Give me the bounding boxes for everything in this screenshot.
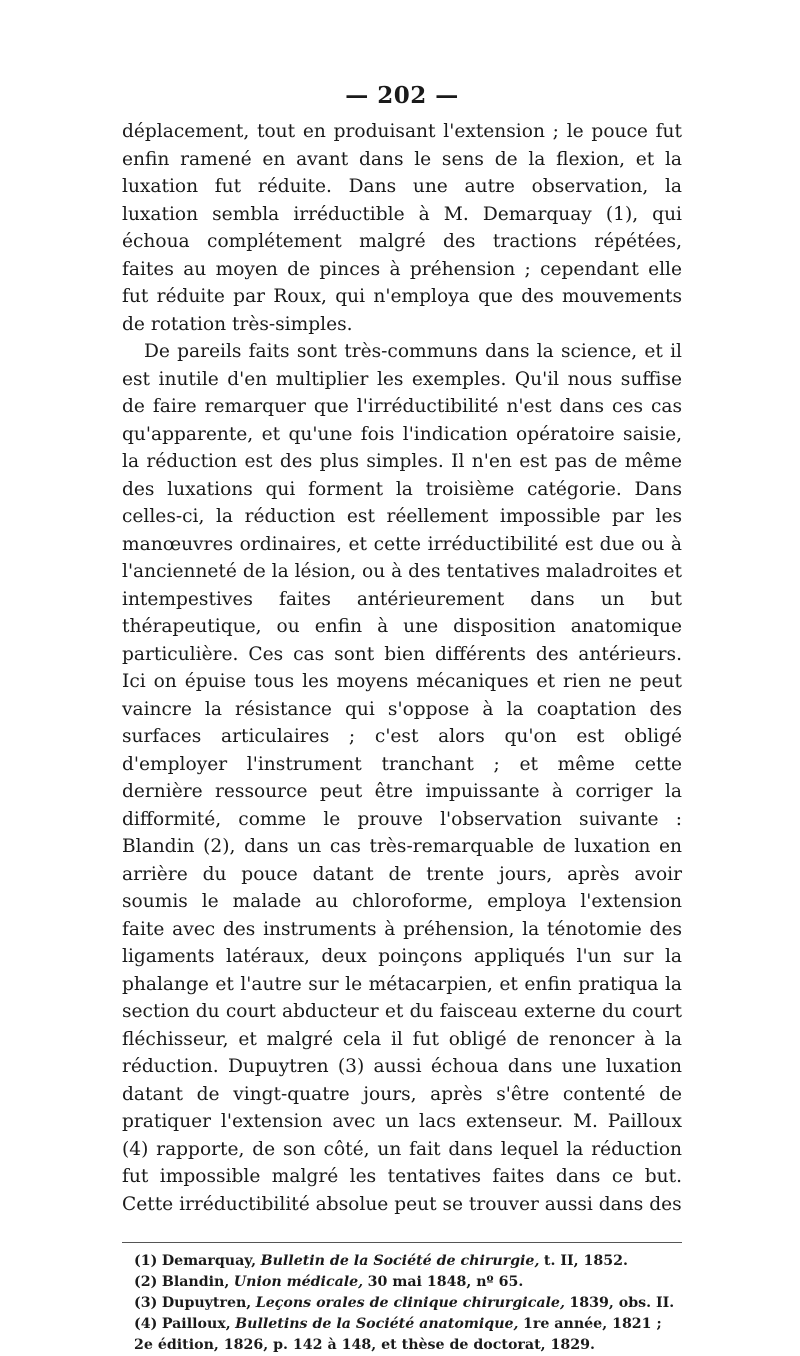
footnote [122, 1293, 682, 1314]
footnote-author: Demarquay, [161, 1253, 257, 1269]
footnote-details: 1re année, 1821 ; 2e édition, 1826, p. 142 à 148, et thèse de doctorat, 1829. [134, 1316, 662, 1353]
footnote-number: (2) [134, 1274, 158, 1290]
page-number: — 202 — [345, 82, 459, 109]
footnote-divider [122, 1242, 682, 1243]
footnote-author: Blandin, [161, 1274, 230, 1290]
body-text [122, 118, 682, 1218]
paragraph: De pareils faits sont très-communs dans la science, et il est inutile d'en multiplier les exemples. Qu'il nous suffise de faire remarquer que l'irréductibilité n'est dans ces cas qu'apparente, et qu'une fois l'indication opératoire saisie, la réduction est des plus simples. Il n'en est pas de même des luxations qui forment la troisième catégorie. Dans celles-ci, la réduction est réellement impossible par les manœuvres ordinaires, et cette irréductibilité est due ou à l'ancienneté de la lésion, ou à des tentatives maladroites et intempestives faites antérieurement dans un but thérapeutique, ou enfin à une disposition anatomique particulière. Ces cas sont bien différents des antérieurs. Ici on épuise tous les moyens mécaniques et rien ne peut vaincre la résistance qui s'oppose à la coaptation des surfaces articulaires ; c'est alors qu'on est obligé d'employer l'instrument tranchant ; et même cette dernière ressource peut être impuissante à corriger la difformité, comme le prouve l'observation suivante : Blandin (2), dans un cas très-remarquable de luxation en arrière du pouce datant de trente jours, après avoir soumis le malade au chloroforme, employa l'extension faite avec des instruments à préhension, la ténotomie des ligaments latéraux, deux poinçons appliqués l'un sur la phalange et l'autre sur le métacarpien, et enfin pratiqua la section du court abducteur et du faisceau externe du court fléchisseur, et malgré cela il fut obligé de renoncer à la réduction. Dupuytren (3) aussi échoua dans une luxation datant de vingt-quatre jours, après s'être contenté de pratiquer l'extension avec un lacs extenseur. M. Pailloux (4) rapporte, de son côté, un fait dans lequel la réduction fut impossible malgré les tentatives faites dans ce but. Cette irréductibilité absolue peut se trouver aussi dans des [122, 341, 682, 1215]
footnote [122, 1314, 682, 1356]
footnote-details: 30 mai 1848, nº 65. [367, 1274, 524, 1290]
footnote-number: (1) [134, 1253, 158, 1269]
footnote-details: t. II, 1852. [543, 1253, 628, 1269]
document-page [122, 78, 682, 1356]
footnote-author: Dupuytren, [161, 1295, 252, 1311]
footnote-work: Union médicale, [233, 1274, 364, 1290]
footnote-work: Bulletin de la Société de chirurgie, [260, 1253, 540, 1269]
footnote-work: Leçons orales de clinique chirurgicale, [255, 1295, 565, 1311]
footnote-details: 1839, obs. II. [569, 1295, 675, 1311]
footnotes [122, 1251, 682, 1356]
footnote-author: Pailloux, [161, 1316, 231, 1332]
footnote-work: Bulletins de la Société anatomique, [235, 1316, 519, 1332]
footnote-number: (3) [134, 1295, 158, 1311]
footnote-number: (4) [134, 1316, 158, 1332]
footnote [122, 1272, 682, 1293]
paragraph: déplacement, tout en produisant l'extension ; le pouce fut enfin ramené en avant dans le sens de la flexion, et la luxation fut réduite. Dans une autre observation, la luxation sembla irréductible à M. Demarquay (1), qui échoua complétement malgré des tractions répétées, faites au moyen de pinces à préhension ; cependant elle fut réduite par Roux, qui n'employa que des mouvements de rotation très-simples. [122, 121, 682, 335]
